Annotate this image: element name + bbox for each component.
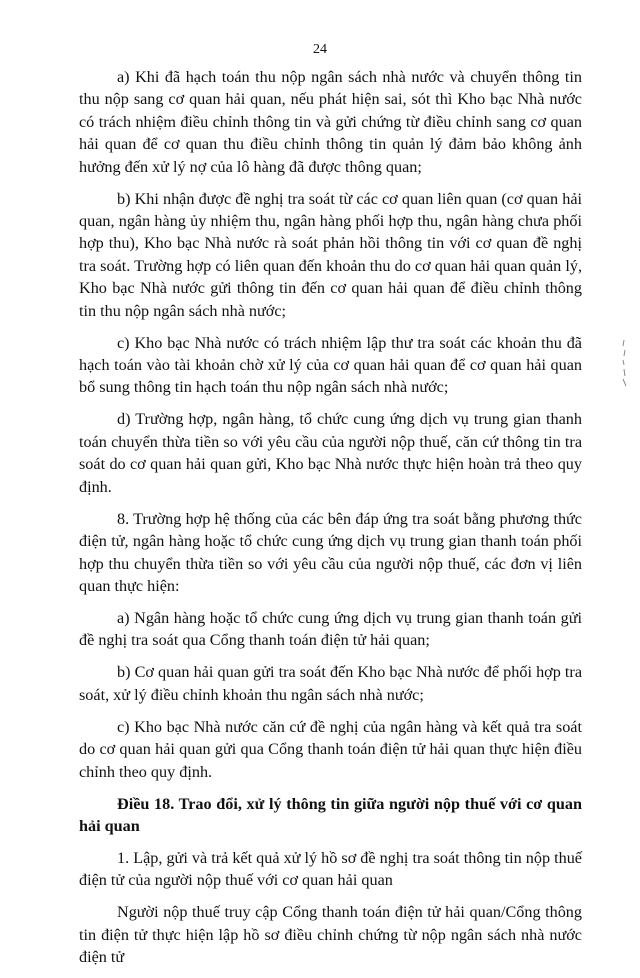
document-body — [79, 66, 582, 978]
paragraph-17-8a: a) Ngân hàng hoặc tổ chức cung ứng dịch vụ trung gian thanh toán gửi đề nghị tra soát qua Cổng thanh toán điện tử hải quan; — [79, 608, 582, 650]
paragraph-18-1: 1. Lập, gửi và trả kết quả xử lý hồ sơ đề nghị tra soát thông tin nộp thuế điện tử của người nộp thuế với cơ quan hải quan — [79, 848, 582, 890]
page-number: 24 — [313, 42, 327, 57]
paragraph-17-7a: a) Khi đã hạch toán thu nộp ngân sách nhà nước và chuyển thông tin thu nộp sang cơ quan hải quan, nếu phát hiện sai, sót thì Kho bạc Nhà nước có trách nhiệm điều chỉnh thông tin và gửi chứng từ điều chỉnh sang cơ quan hải quan để cơ quan thu điều chỉnh thông tin quản lý đảm bảo không ảnh hưởng đến xử lý nợ của lô hàng đã được thông quan; — [79, 68, 582, 176]
paragraph-17-8b: b) Cơ quan hải quan gửi tra soát đến Kho bạc Nhà nước để phối hợp tra soát, xử lý điều chỉnh khoản thu ngân sách nhà nước; — [79, 663, 582, 704]
paragraph-18-1-body: Người nộp thuế truy cập Cổng thanh toán điện tử hải quan/Cổng thông tin điện tử thực hiện lập hồ sơ điều chỉnh chứng từ nộp ngân sách nhà nước điện tử — [79, 903, 582, 967]
paragraph-17-8: 8. Trường hợp hệ thống của các bên đáp ứng tra soát bằng phương thức điện tử, ngân hàng hoặc tổ chức cung ứng dịch vụ trung gian thanh toán phối hợp thu chuyển thừa tiền so với yêu cầu của người nộp thuế, các đơn vị liên quan thực hiện: — [79, 509, 582, 595]
article-18-heading: Điều 18. Trao đổi, xử lý thông tin giữa người nộp thuế với cơ quan hải quan — [79, 794, 582, 835]
paragraph-17-7b: b) Khi nhận được đề nghị tra soát từ các cơ quan liên quan (cơ quan hải quan, ngân hàng ủy nhiệm thu, ngân hàng phối hợp thu, ngân hàng chưa phối hợp thu), Kho bạc Nhà nước rà soát phản hồi thông tin với cơ quan đề nghị tra soát. Trường hợp có liên quan đến khoản thu do cơ quan hải quan quản lý, Kho bạc Nhà nước gửi thông tin đến cơ quan hải quan để điều chỉnh thông tin thu nộp ngân sách nhà nước; — [79, 189, 582, 320]
paragraph-17-8c: c) Kho bạc Nhà nước căn cứ đề nghị của ngân hàng và kết quả tra soát do cơ quan hải quan gửi qua Cổng thanh toán điện tử hải quan thực hiện điều chỉnh theo quy định. — [79, 717, 582, 781]
scan-margin-mark-icon — [618, 338, 630, 388]
paragraph-17-7c: c) Kho bạc Nhà nước có trách nhiệm lập thư tra soát các khoản thu đã hạch toán vào tài khoản chờ xử lý của cơ quan hải quan để cơ quan hải quan bổ sung thông tin hạch toán thu nộp ngân sách nhà nước; — [79, 333, 582, 397]
paragraph-17-7d: d) Trường hợp, ngân hàng, tổ chức cung ứng dịch vụ trung gian thanh toán chuyển thừa tiền so với yêu cầu của người nộp thuế, căn cứ thông tin tra soát do cơ quan hải quan gửi, Kho bạc Nhà nước thực hiện hoàn trả theo quy định. — [79, 410, 582, 496]
